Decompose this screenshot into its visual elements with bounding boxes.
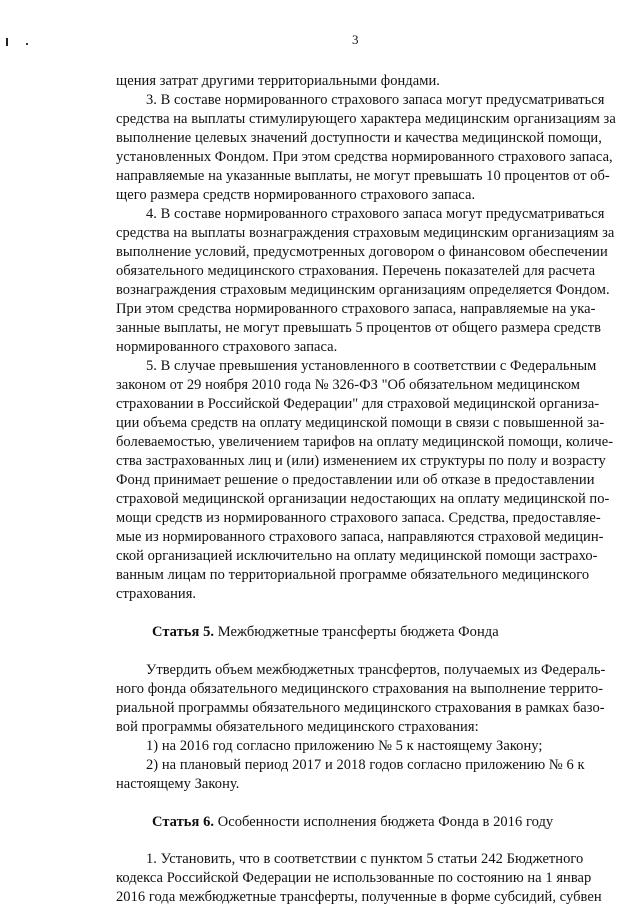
text-line: средства на выплаты вознаграждения страховым медицинским организациям за	[116, 225, 615, 241]
text-line: щения затрат другими территориальными фондами.	[116, 73, 440, 89]
text-line: ванным лицам по территориальной программе обязательного медицинского	[116, 567, 590, 583]
text-line: направляемые на указанные выплаты, не могут превышать 10 процентов от об-	[116, 168, 610, 184]
text-line: страховой медицинской организации недостающих на оплату медицинской по-	[116, 491, 610, 507]
text-line: кодекса Российской Федерации не использованные по состоянию на 1 январ	[116, 870, 592, 886]
text-line: настоящему Закону.	[116, 776, 240, 792]
text-line: занные выплаты, не могут превышать 5 процентов от общего размера средств	[116, 320, 602, 336]
article-5-heading	[152, 623, 499, 641]
text-line: мые из нормированного страхового запаса, направляются страховой медицин-	[116, 529, 604, 545]
text-line: Фонд принимает решение о предоставлении или об отказе в предоставлении	[116, 472, 595, 488]
text-line: нормированного страхового запаса.	[116, 339, 338, 355]
text-line: мощи средств из нормированного страхового запаса. Средства, предоставляе-	[116, 510, 601, 526]
text-line: законом от 29 ноября 2010 года № 326-ФЗ "Об обязательном медицинском	[116, 377, 580, 393]
text-line: страхования.	[116, 586, 197, 602]
page-number: 3	[352, 32, 359, 47]
article-6-heading	[152, 813, 553, 831]
article-6-title: Особенности исполнения бюджета Фонда в 2016 году	[217, 814, 554, 830]
text-line: вознаграждения страховым медицинским организациям определяется Фондом.	[116, 282, 610, 298]
text-line: 4. В составе нормированного страхового запаса могут предусматриваться	[146, 206, 605, 222]
text-line: 2) на плановый период 2017 и 2018 годов согласно приложению № 6 к	[146, 757, 585, 773]
text-line: вой программы обязательного медицинского страхования:	[116, 719, 479, 735]
margin-dot	[26, 43, 28, 45]
text-line: 3. В составе нормированного страхового запаса могут предусматриваться	[146, 92, 605, 108]
text-line: 1) на 2016 год согласно приложению № 5 к настоящему Закону;	[146, 738, 543, 754]
text-line: выполнение целевых значений доступности и качества медицинской помощи,	[116, 130, 602, 146]
margin-mark	[6, 38, 8, 46]
text-line: Утвердить объем межбюджетных трансфертов, получаемых из Федераль-	[146, 662, 606, 678]
text-line: обязательного медицинского страхования. Перечень показателей для расчета	[116, 263, 596, 279]
text-line: установленных Фондом. При этом средства нормированного страхового запаса,	[116, 149, 613, 165]
text-line: 5. В случае превышения установленного в соответствии с Федеральным	[146, 358, 597, 374]
article-5-title: Межбюджетные трансферты бюджета Фонда	[217, 624, 499, 640]
text-line: страховании в Российской Федерации" для страховой медицинской организа-	[116, 396, 600, 412]
text-line: При этом средства нормированного страхового запаса, направляемые на ука-	[116, 301, 596, 317]
text-line: ции объема средств на оплату медицинской помощи в связи с повышенной за-	[116, 415, 605, 431]
text-line: 2016 года межбюджетные трансферты, полученные в форме субсидий, субвен	[116, 889, 602, 905]
article-6-label: Статья 6.	[152, 814, 215, 830]
text-line: ства застрахованных лиц и (или) изменением их структуры по полу и возрасту	[116, 453, 606, 469]
text-line: ской организацией исключительно на оплату медицинской помощи застрахо-	[116, 548, 598, 564]
text-line: 1. Установить, что в соответствии с пунктом 5 статьи 242 Бюджетного	[146, 851, 584, 867]
text-line: выполнение условий, предусмотренных договором о финансовом обеспечении	[116, 244, 608, 260]
text-line: ного фонда обязательного медицинского страхования на выполнение террито-	[116, 681, 604, 697]
text-line: болеваемостью, увеличением тарифов на оплату медицинской помощи, количе-	[116, 434, 614, 450]
text-line: средства на выплаты стимулирующего характера медицинским организациям за	[116, 111, 616, 127]
article-5-label: Статья 5.	[152, 624, 215, 640]
text-line: риальной программы обязательного медицинского страхования в рамках базо-	[116, 700, 605, 716]
text-line: щего размера средств нормированного страхового запаса.	[116, 187, 476, 203]
